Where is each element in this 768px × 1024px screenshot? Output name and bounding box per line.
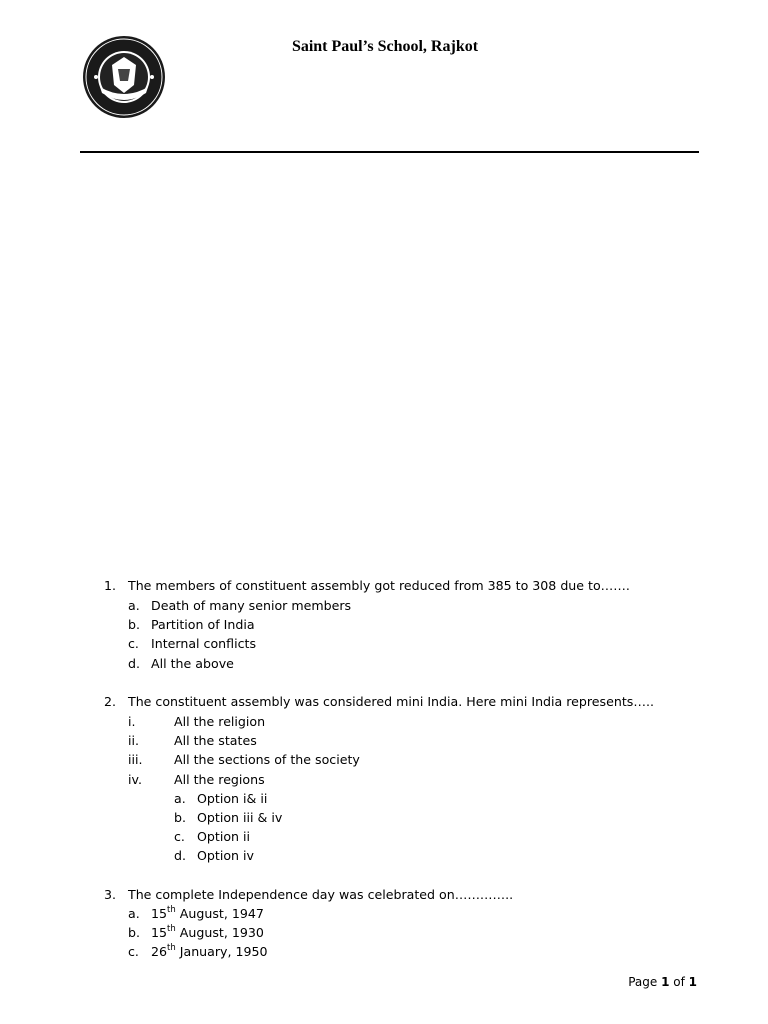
header-divider xyxy=(80,151,699,153)
question-number: 2. xyxy=(104,694,117,709)
page-number: Page 1 of 1 xyxy=(628,975,697,989)
question-number: 1. xyxy=(104,578,117,593)
question-text: The constituent assembly was considered mini India. Here mini India represents….. xyxy=(128,694,654,709)
question-text: The members of constituent assembly got reduced from 385 to 308 due to……. xyxy=(128,578,630,593)
question-number: 3. xyxy=(104,887,117,902)
question-text: The complete Independence day was celebrated on………….. xyxy=(128,887,514,902)
school-name: Saint Paul’s School, Rajkot xyxy=(291,38,479,55)
school-crest-icon xyxy=(82,35,166,119)
